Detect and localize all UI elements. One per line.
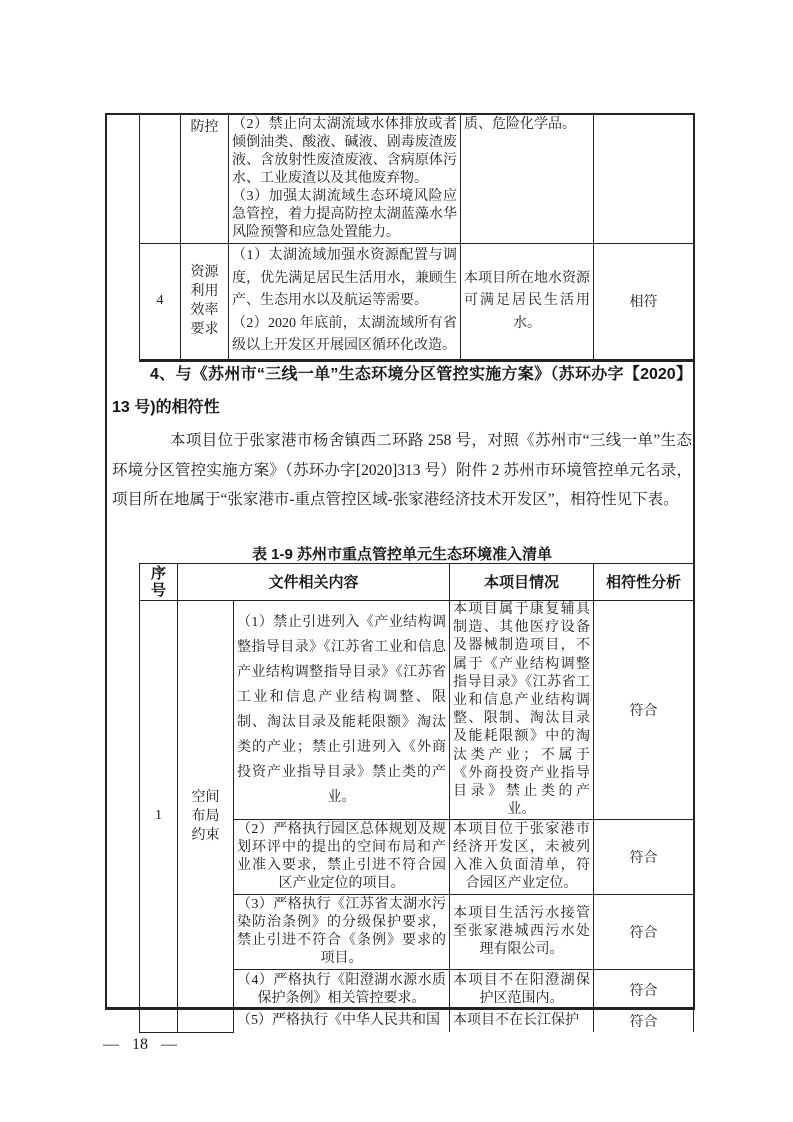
header-seq: 序 号 (140, 564, 178, 601)
analysis-cell: 符合 (594, 601, 694, 820)
header-analysis: 相符性分析 (594, 564, 694, 601)
table-header-row (140, 564, 694, 601)
category-cell: 资源 利用 效率 要求 (181, 244, 229, 361)
seq-cell (140, 115, 181, 244)
analysis-cell: 符合 (594, 970, 694, 1010)
requirement-cell: （1）太湖流域加强水资源配置与调度，优先满足居民生活用水，兼顾生产、生态用水以及航运等需要。 （2）2020 年底前，太湖流域所有省级以上开发区开展园区循环化改造。 (229, 244, 461, 361)
analysis-cell (594, 115, 694, 244)
header-project: 本项目情况 (450, 564, 594, 601)
analysis-cell: 符合 (594, 820, 694, 895)
page-number: — 18 — (103, 1036, 177, 1053)
continuation-table (139, 115, 694, 362)
project-status-cell: 本项目不在阳澄湖保护区范围内。 (450, 970, 594, 1010)
category-cell: 防控 (181, 115, 229, 244)
project-status-cell: 本项目不在长江保护 (450, 1010, 594, 1033)
seq-cell: 1 (140, 601, 178, 1033)
project-status-cell: 本项目生活污水接管至张家港城西污水处理有限公司。 (450, 895, 594, 970)
requirement-cell: （5）严格执行《中华人民共和国 (234, 1010, 450, 1033)
analysis-cell: 符合 (594, 895, 694, 970)
requirement-cell: （3）严格执行《江苏省太湖水污染防治条例》的分级保护要求，禁止引进不符合《条例》要求的项目。 (234, 895, 450, 970)
requirement-cell: （2）禁止向太湖流域水体排放或者倾倒油类、酸液、碱液、剧毒废渣废液、含放射性废渣废液、含病原体污水、工业废渣以及其他废弃物。 （3）加强太湖流域生态环境风险应急管控，着力提高防控太湖蓝藻水华风险预警和应急处置能力。 (229, 115, 461, 244)
analysis-cell: 相符 (594, 244, 694, 361)
table-row (140, 115, 694, 244)
body-paragraph: 本项目位于张家港市杨舍镇西二环路 258 号，对照《苏州市“三线一单”生态环境分区管控实施方案》（苏环办字[2020]313 号）附件 2 苏州市环境管控单元名录，项目所在地属于“张家港市-重点管控区域-张家港经济技术开发区”，相符性见下表。 (112, 432, 692, 508)
page-frame (105, 113, 695, 1031)
requirement-cell: （2）严格执行园区总体规划及规划环评中的提出的空间布局和产业准入要求，禁止引进不符合园区产业定位的项目。 (234, 820, 450, 895)
seq-cell: 4 (140, 244, 181, 361)
requirement-cell: （4）严格执行《阳澄湖水源水质保护条例》相关管控要求。 (234, 970, 450, 1010)
header-content: 文件相关内容 (178, 564, 450, 601)
table-title: 表 1-9 苏州市重点管控单元生态环境准入清单 (251, 546, 553, 563)
table-row (140, 601, 694, 820)
analysis-cell: 符合 (594, 1010, 694, 1033)
requirement-cell: （1）禁止引进列入《产业结构调整指导目录》《江苏省工业和信息产业结构调整指导目录》《江苏省工业和信息产业结构调整、限制、淘汰目录及能耗限额》淘汰类的产业；禁止引进列入《外商投资产业指导目录》禁止类的产业。 (234, 601, 450, 820)
section-heading: 4、与《苏州市“三线一单”生态环境分区管控实施方案》（苏环办字【2020】13 号)的相符性 (112, 366, 692, 416)
project-status-cell: 质、危险化学品。 (461, 115, 594, 244)
category-cell: 空间 布局 约束 (178, 601, 234, 1033)
compliance-table (139, 563, 694, 1033)
project-status-cell: 本项目所在地水资源可满足居民生活用水。 (461, 244, 594, 361)
project-status-cell: 本项目属于康复辅具制造、其他医疗设备及器械制造项目，不属于《产业结构调整指导目录》《江苏省工业和信息产业结构调整、限制、淘汰目录及能耗限额》中的淘汰类产业；不属于《外商投资产业指导目录》禁止类的产业。 (450, 601, 594, 820)
table-row (140, 244, 694, 361)
project-status-cell: 本项目位于张家港市经济开发区，未被列入准入负面清单，符合园区产业定位。 (450, 820, 594, 895)
